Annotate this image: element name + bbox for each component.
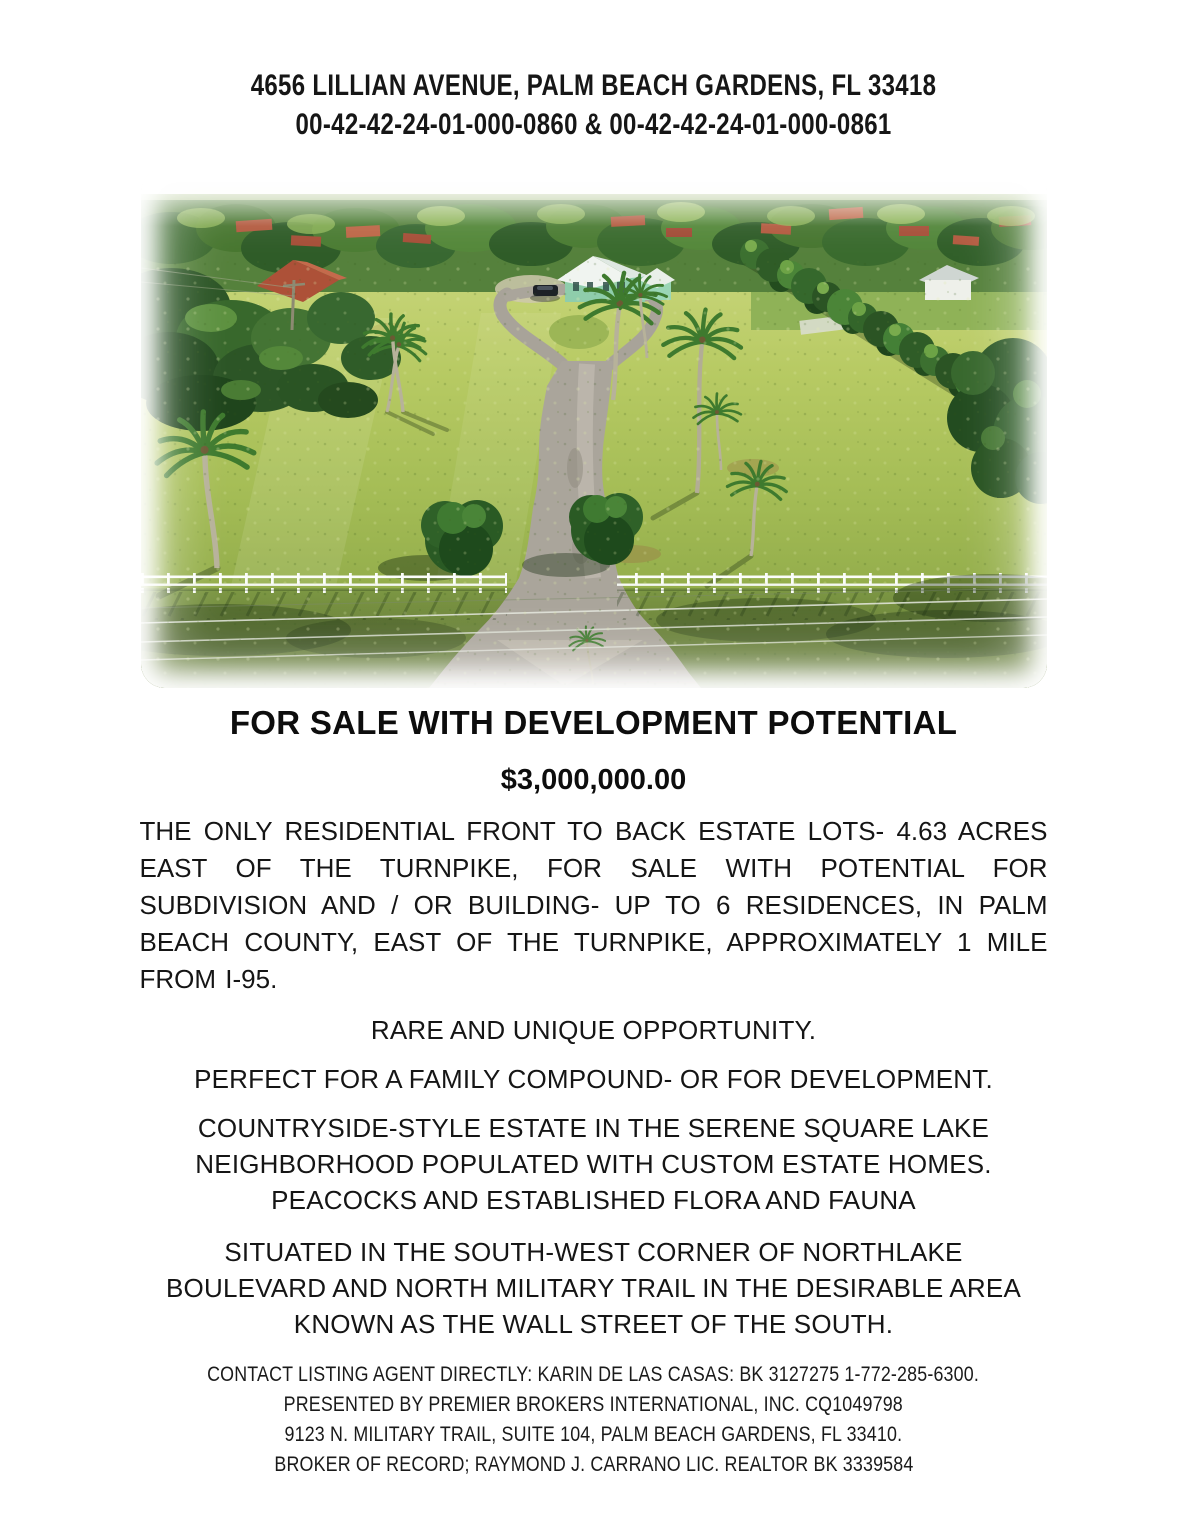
location-line: BOULEVARD AND NORTH MILITARY TRAIL IN THE DESIRABLE AREA — [166, 1273, 1021, 1303]
sky-wash — [141, 168, 1047, 226]
location-line: SITUATED IN THE SOUTH-WEST CORNER OF NORTHLAKE — [224, 1237, 963, 1267]
feature-line: COUNTRYSIDE-STYLE ESTATE IN THE SERENE SQUARE LAKE — [197, 1113, 990, 1143]
flyer-header — [0, 0, 1187, 144]
location-line: KNOWN AS THE WALL STREET OF THE SOUTH. — [293, 1309, 894, 1339]
listing-highlight-2: PERFECT FOR A FAMILY COMPOUND- OR FOR DEVELOPMENT. — [194, 1064, 993, 1094]
feature-line: PEACOCKS AND ESTABLISHED FLORA AND FAUNA — [271, 1185, 916, 1215]
parcel-numbers: 00-42-42-24-01-000-0860 & 00-42-42-24-01-000-0861 — [295, 108, 892, 141]
contact-brokerage-line: PRESENTED BY PREMIER BROKERS INTERNATIONAL, INC. CQ1049798 — [283, 1393, 904, 1416]
aerial-photo — [141, 168, 1047, 688]
listing-location-block — [0, 1234, 1187, 1342]
property-address: 4656 LILLIAN AVENUE, PALM BEACH GARDENS, FL 33418 — [250, 69, 937, 102]
grass-texture — [141, 258, 1047, 688]
contact-block — [0, 1360, 1187, 1480]
listing-headline: FOR SALE WITH DEVELOPMENT POTENTIAL — [229, 704, 958, 741]
listing-feature-block — [0, 1110, 1187, 1218]
listing-description: THE ONLY RESIDENTIAL FRONT TO BACK ESTATE LOTS- 4.63 ACRES EAST OF THE TURNPIKE, FOR SALE WITH POTENTIAL FOR SUBDIVISION AND / OR BUILDING- UP TO 6 RESIDENCES, IN PALM BEACH COUNTY, EAST OF THE TURNPIKE, APPROXIMATELY 1 MILE FROM I-95. — [139, 816, 1048, 994]
feature-line: NEIGHBORHOOD POPULATED WITH CUSTOM ESTATE HOMES. — [195, 1149, 992, 1179]
listing-price: $3,000,000.00 — [500, 764, 687, 796]
listing-highlight-1: RARE AND UNIQUE OPPORTUNITY. — [370, 1015, 817, 1045]
contact-agent-line: CONTACT LISTING AGENT DIRECTLY: KARIN DE LAS CASAS: BK 3127275 1-772-285-6300. — [207, 1363, 980, 1386]
contact-broker-record-line: BROKER OF RECORD; RAYMOND J. CARRANO LIC. REALTOR BK 3339584 — [273, 1453, 914, 1476]
aerial-photo-illustration — [141, 168, 1047, 688]
contact-address-line: 9123 N. MILITARY TRAIL, SUITE 104, PALM BEACH GARDENS, FL 33410. — [284, 1423, 903, 1446]
